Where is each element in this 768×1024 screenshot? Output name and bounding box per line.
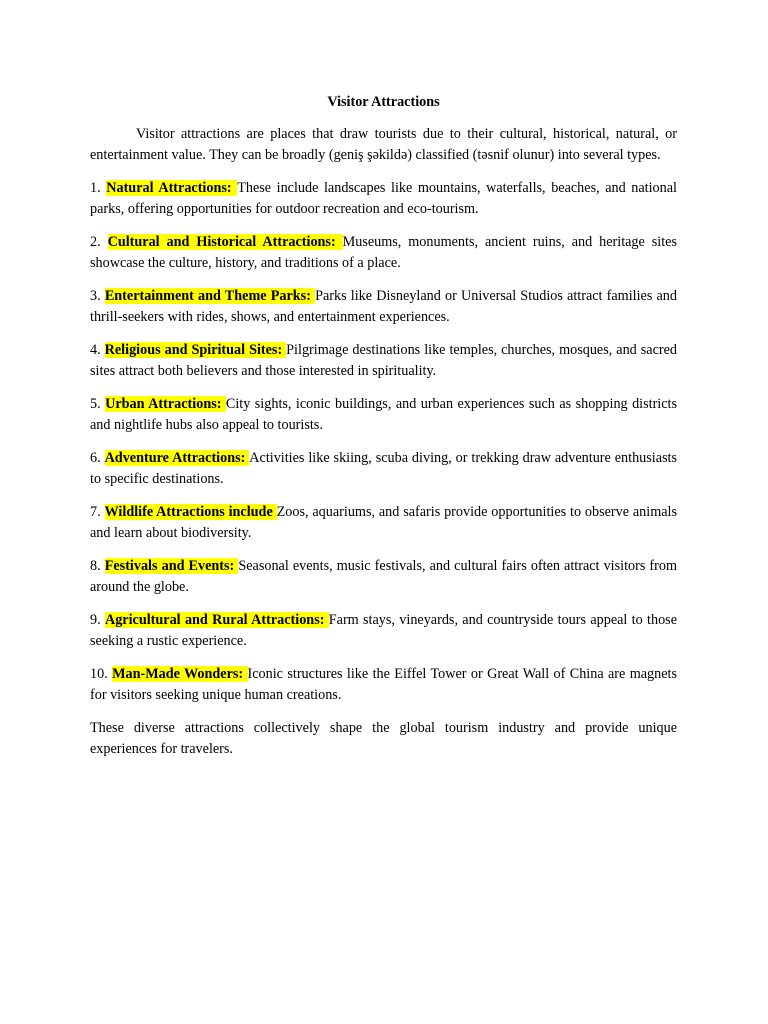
list-item-cultural	[90, 232, 677, 273]
item-number: 3.	[90, 288, 101, 304]
item-text: These include landscapes like mountains, waterfalls, beaches, and national parks, offering opportunities for outdoor recreation and eco-tourism.	[90, 180, 677, 217]
item-heading-highlight: Festivals and Events:	[104, 558, 239, 574]
item-text: Museums, monuments, ancient ruins, and heritage sites showcase the culture, history, and traditions of a place.	[90, 234, 677, 271]
list-item-agricultural	[90, 610, 677, 651]
item-heading-highlight: Natural Attractions:	[106, 180, 238, 196]
item-text: Parks like Disneyland or Universal Studios attract families and thrill-seekers with rides, shows, and entertainment experiences.	[90, 288, 677, 325]
list-item-man-made	[90, 664, 677, 705]
item-number: 5.	[90, 396, 101, 412]
item-number: 1.	[90, 180, 101, 196]
document-title: Visitor Attractions	[327, 94, 440, 110]
item-number: 6.	[90, 450, 101, 466]
item-heading-highlight: Agricultural and Rural Attractions:	[104, 612, 329, 628]
item-number: 4.	[90, 342, 101, 358]
item-heading-highlight: Religious and Spiritual Sites:	[104, 342, 287, 358]
item-text: Farm stays, vineyards, and countryside tours appeal to those seeking a rustic experience.	[90, 612, 677, 649]
item-number: 7.	[90, 504, 101, 520]
list-item-adventure	[90, 448, 677, 489]
item-number: 9.	[90, 612, 101, 628]
list-item-entertainment	[90, 286, 677, 327]
closing-paragraph: These diverse attractions collectively shape the global tourism industry and provide unique experiences for travelers.	[90, 720, 677, 757]
list-item-urban	[90, 394, 677, 435]
item-heading-highlight: Entertainment and Theme Parks:	[104, 288, 316, 304]
item-heading-highlight: Wildlife Attractions include	[104, 504, 277, 520]
item-heading-highlight: Adventure Attractions:	[104, 450, 250, 466]
item-text: Pilgrimage destinations like temples, churches, mosques, and sacred sites attract both believers and those interested in spirituality.	[90, 342, 677, 379]
list-item-religious	[90, 340, 677, 381]
item-text: Iconic structures like the Eiffel Tower or Great Wall of China are magnets for visitors seeking unique human creations.	[90, 666, 677, 703]
item-text: Seasonal events, music festivals, and cultural fairs often attract visitors from around the globe.	[90, 558, 678, 595]
item-text: Activities like skiing, scuba diving, or trekking draw adventure enthusiasts to specific destinations.	[90, 450, 678, 487]
item-heading-highlight: Man-Made Wonders:	[112, 666, 248, 682]
item-number: 8.	[90, 558, 101, 574]
list-item-wildlife	[90, 502, 677, 543]
intro-paragraph: Visitor attractions are places that draw tourists due to their cultural, historical, natural, or entertainment value. They can be broadly (geniş şəkildə) classified (təsnif olunur) into several types.	[90, 126, 677, 163]
item-number: 10.	[90, 666, 108, 682]
list-item-natural	[90, 178, 677, 219]
item-text: City sights, iconic buildings, and urban experiences such as shopping districts and nightlife hubs also appeal to tourists.	[90, 396, 677, 433]
document-page	[90, 92, 677, 759]
item-number: 2.	[90, 234, 101, 250]
item-heading-highlight: Urban Attractions:	[105, 396, 226, 412]
list-item-festivals	[90, 556, 677, 597]
item-heading-highlight: Cultural and Historical Attractions:	[107, 234, 343, 250]
item-text: Zoos, aquariums, and safaris provide opportunities to observe animals and learn about biodiversity.	[90, 504, 678, 541]
